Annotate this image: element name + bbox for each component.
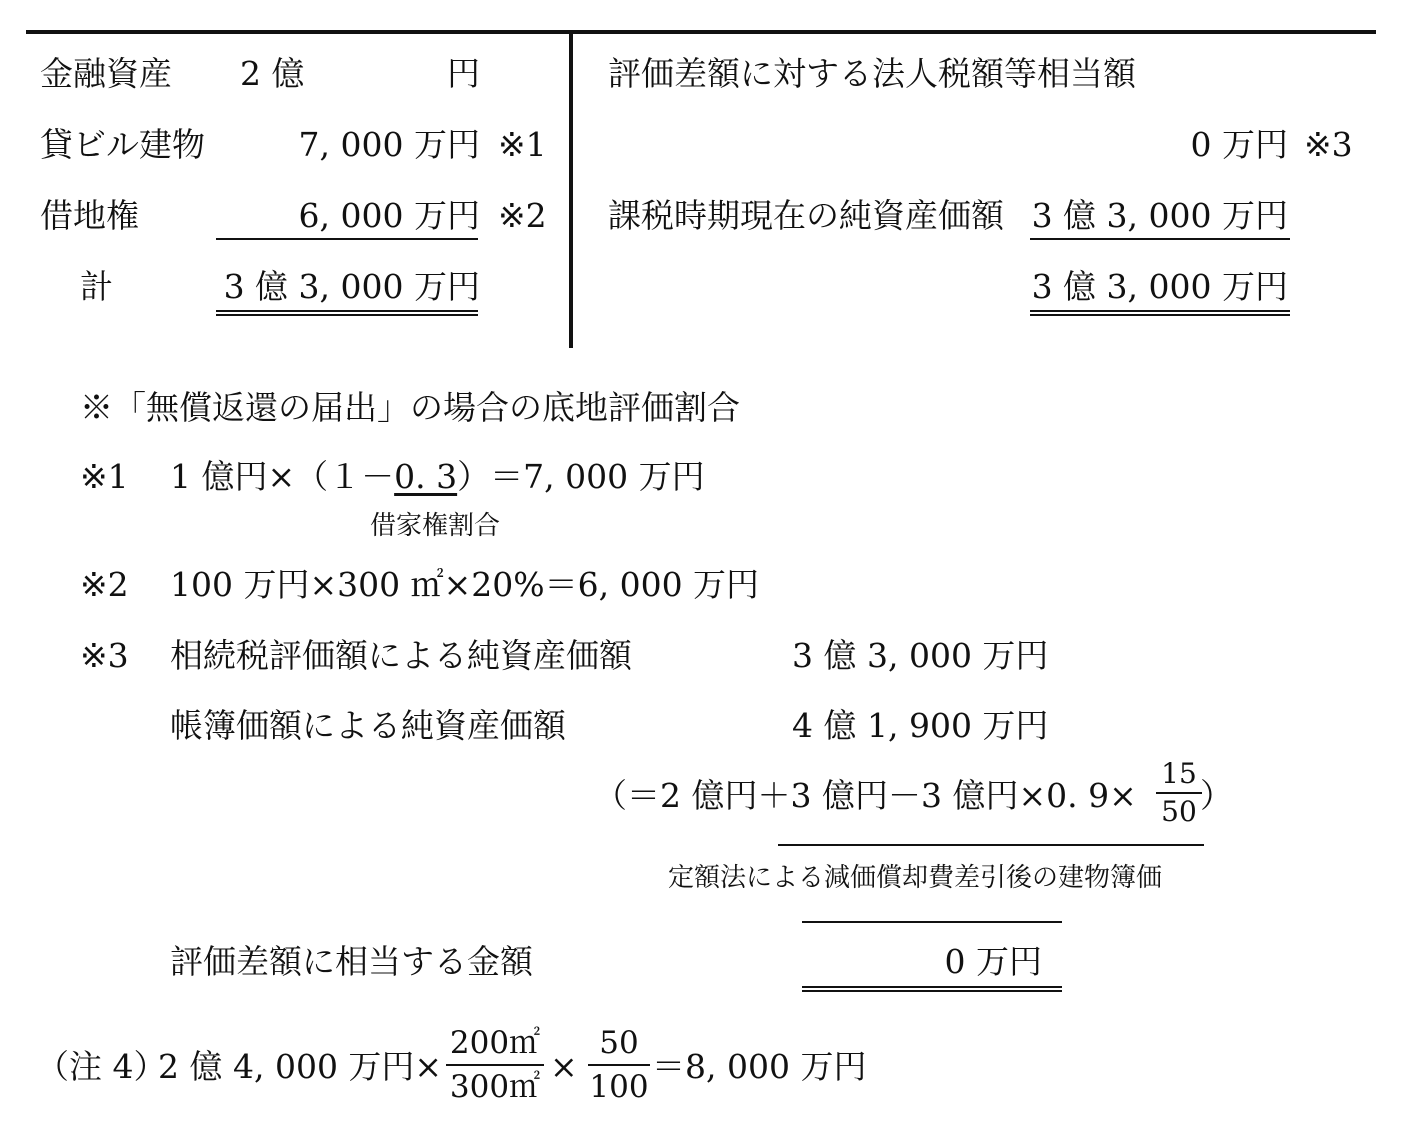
- note1-formula-pre: 1 億円×（１－: [170, 457, 395, 496]
- note4-formula-mid: ×: [550, 1047, 578, 1086]
- note3-diff-amount: 0 万円: [944, 942, 1042, 981]
- net-assets-rule: [1030, 238, 1290, 240]
- note3-fraction-denominator: 50: [1161, 795, 1197, 828]
- note2-mark: ※2: [80, 565, 129, 604]
- liabilities-total-amount: 3 億 3, 000 万円: [1031, 267, 1288, 306]
- note3-line1-label: 相続税評価額による純資産価額: [170, 636, 632, 675]
- note3-formula-caption: 定額法による減価償却費差引後の建物簿価: [668, 863, 1163, 893]
- asset-total-label: 計: [80, 267, 113, 306]
- note4-fraction2-bar: [588, 1064, 650, 1066]
- asset-amount-leasehold: 6, 000 万円: [298, 196, 480, 235]
- note3-line2-amount: 4 億 1, 900 万円: [792, 706, 1049, 745]
- asset-amount-financial: 2 億 円: [240, 54, 480, 93]
- note4-fraction2-numerator: 50: [599, 1025, 639, 1061]
- note1-formula-rate: 0. 3: [394, 457, 458, 496]
- liabilities-total-double-rule: [1030, 310, 1290, 316]
- note4-formula-pre: 2 億 4, 000 万円×: [158, 1047, 443, 1086]
- asset-amount-building: 7, 000 万円: [298, 125, 480, 164]
- note2-formula: 100 万円×300 ㎡×20%＝6, 000 万円: [170, 565, 760, 604]
- note3-diff-double-rule: [802, 986, 1062, 992]
- t-account-center-rule: [569, 32, 573, 348]
- note1-mark: ※1: [80, 457, 129, 496]
- t-account-top-rule: [26, 30, 1376, 34]
- note4-fraction2-denominator: 100: [589, 1069, 649, 1105]
- asset-subtotal-rule: [216, 238, 478, 240]
- note4-fraction1-numerator: 200㎡: [449, 1025, 541, 1061]
- note3-formula-underline: [778, 844, 1204, 846]
- note4-fraction-area: [446, 1024, 544, 1106]
- net-assets-label: 課税時期現在の純資産価額: [608, 196, 1004, 235]
- note1-caption: 借家権割合: [370, 511, 501, 541]
- note3-formula-pre: （＝2 億円＋3 億円－3 億円×0. 9×: [594, 776, 1137, 815]
- note4-fraction1-denominator: 300㎡: [449, 1069, 541, 1105]
- tax-equivalent-amount: 0 万円: [1190, 125, 1288, 164]
- note3-line1-amount: 3 億 3, 000 万円: [792, 636, 1049, 675]
- asset-label-leasehold: 借地権: [40, 196, 139, 235]
- asset-total-double-rule: [216, 310, 478, 316]
- asset-label-financial: 金融資産: [40, 54, 172, 93]
- note1-formula: [170, 457, 705, 497]
- note3-diff-top-rule: [802, 921, 1062, 923]
- tax-equivalent-label: 評価差額に対する法人税額等相当額: [608, 54, 1136, 93]
- note3-mark: ※3: [80, 636, 129, 675]
- note3-diff-label: 評価差額に相当する金額: [170, 942, 533, 981]
- asset-note-leasehold: ※2: [498, 196, 547, 235]
- note3-line2-label: 帳簿価額による純資産価額: [170, 706, 566, 745]
- note3-formula-post: ）: [1200, 776, 1233, 815]
- note4-fraction-ratio: [588, 1024, 650, 1106]
- asset-total-amount: 3 億 3, 000 万円: [223, 267, 480, 306]
- note3-formula-fraction: [1156, 758, 1202, 828]
- notes-heading: ※「無償返還の届出」の場合の底地評価割合: [80, 388, 740, 427]
- asset-note-building: ※1: [498, 125, 547, 164]
- note1-formula-post: ）＝7, 000 万円: [457, 457, 705, 496]
- note4-label: （注 4）: [36, 1047, 167, 1086]
- asset-label-building: 貸ビル建物: [40, 125, 205, 164]
- note4-fraction1-bar: [446, 1064, 544, 1066]
- net-assets-amount: 3 億 3, 000 万円: [1031, 196, 1288, 235]
- note3-fraction-numerator: 15: [1161, 757, 1197, 790]
- tax-equivalent-note: ※3: [1304, 125, 1353, 164]
- note4-formula-post: ＝8, 000 万円: [652, 1047, 867, 1086]
- note3-fraction-bar: [1156, 792, 1202, 794]
